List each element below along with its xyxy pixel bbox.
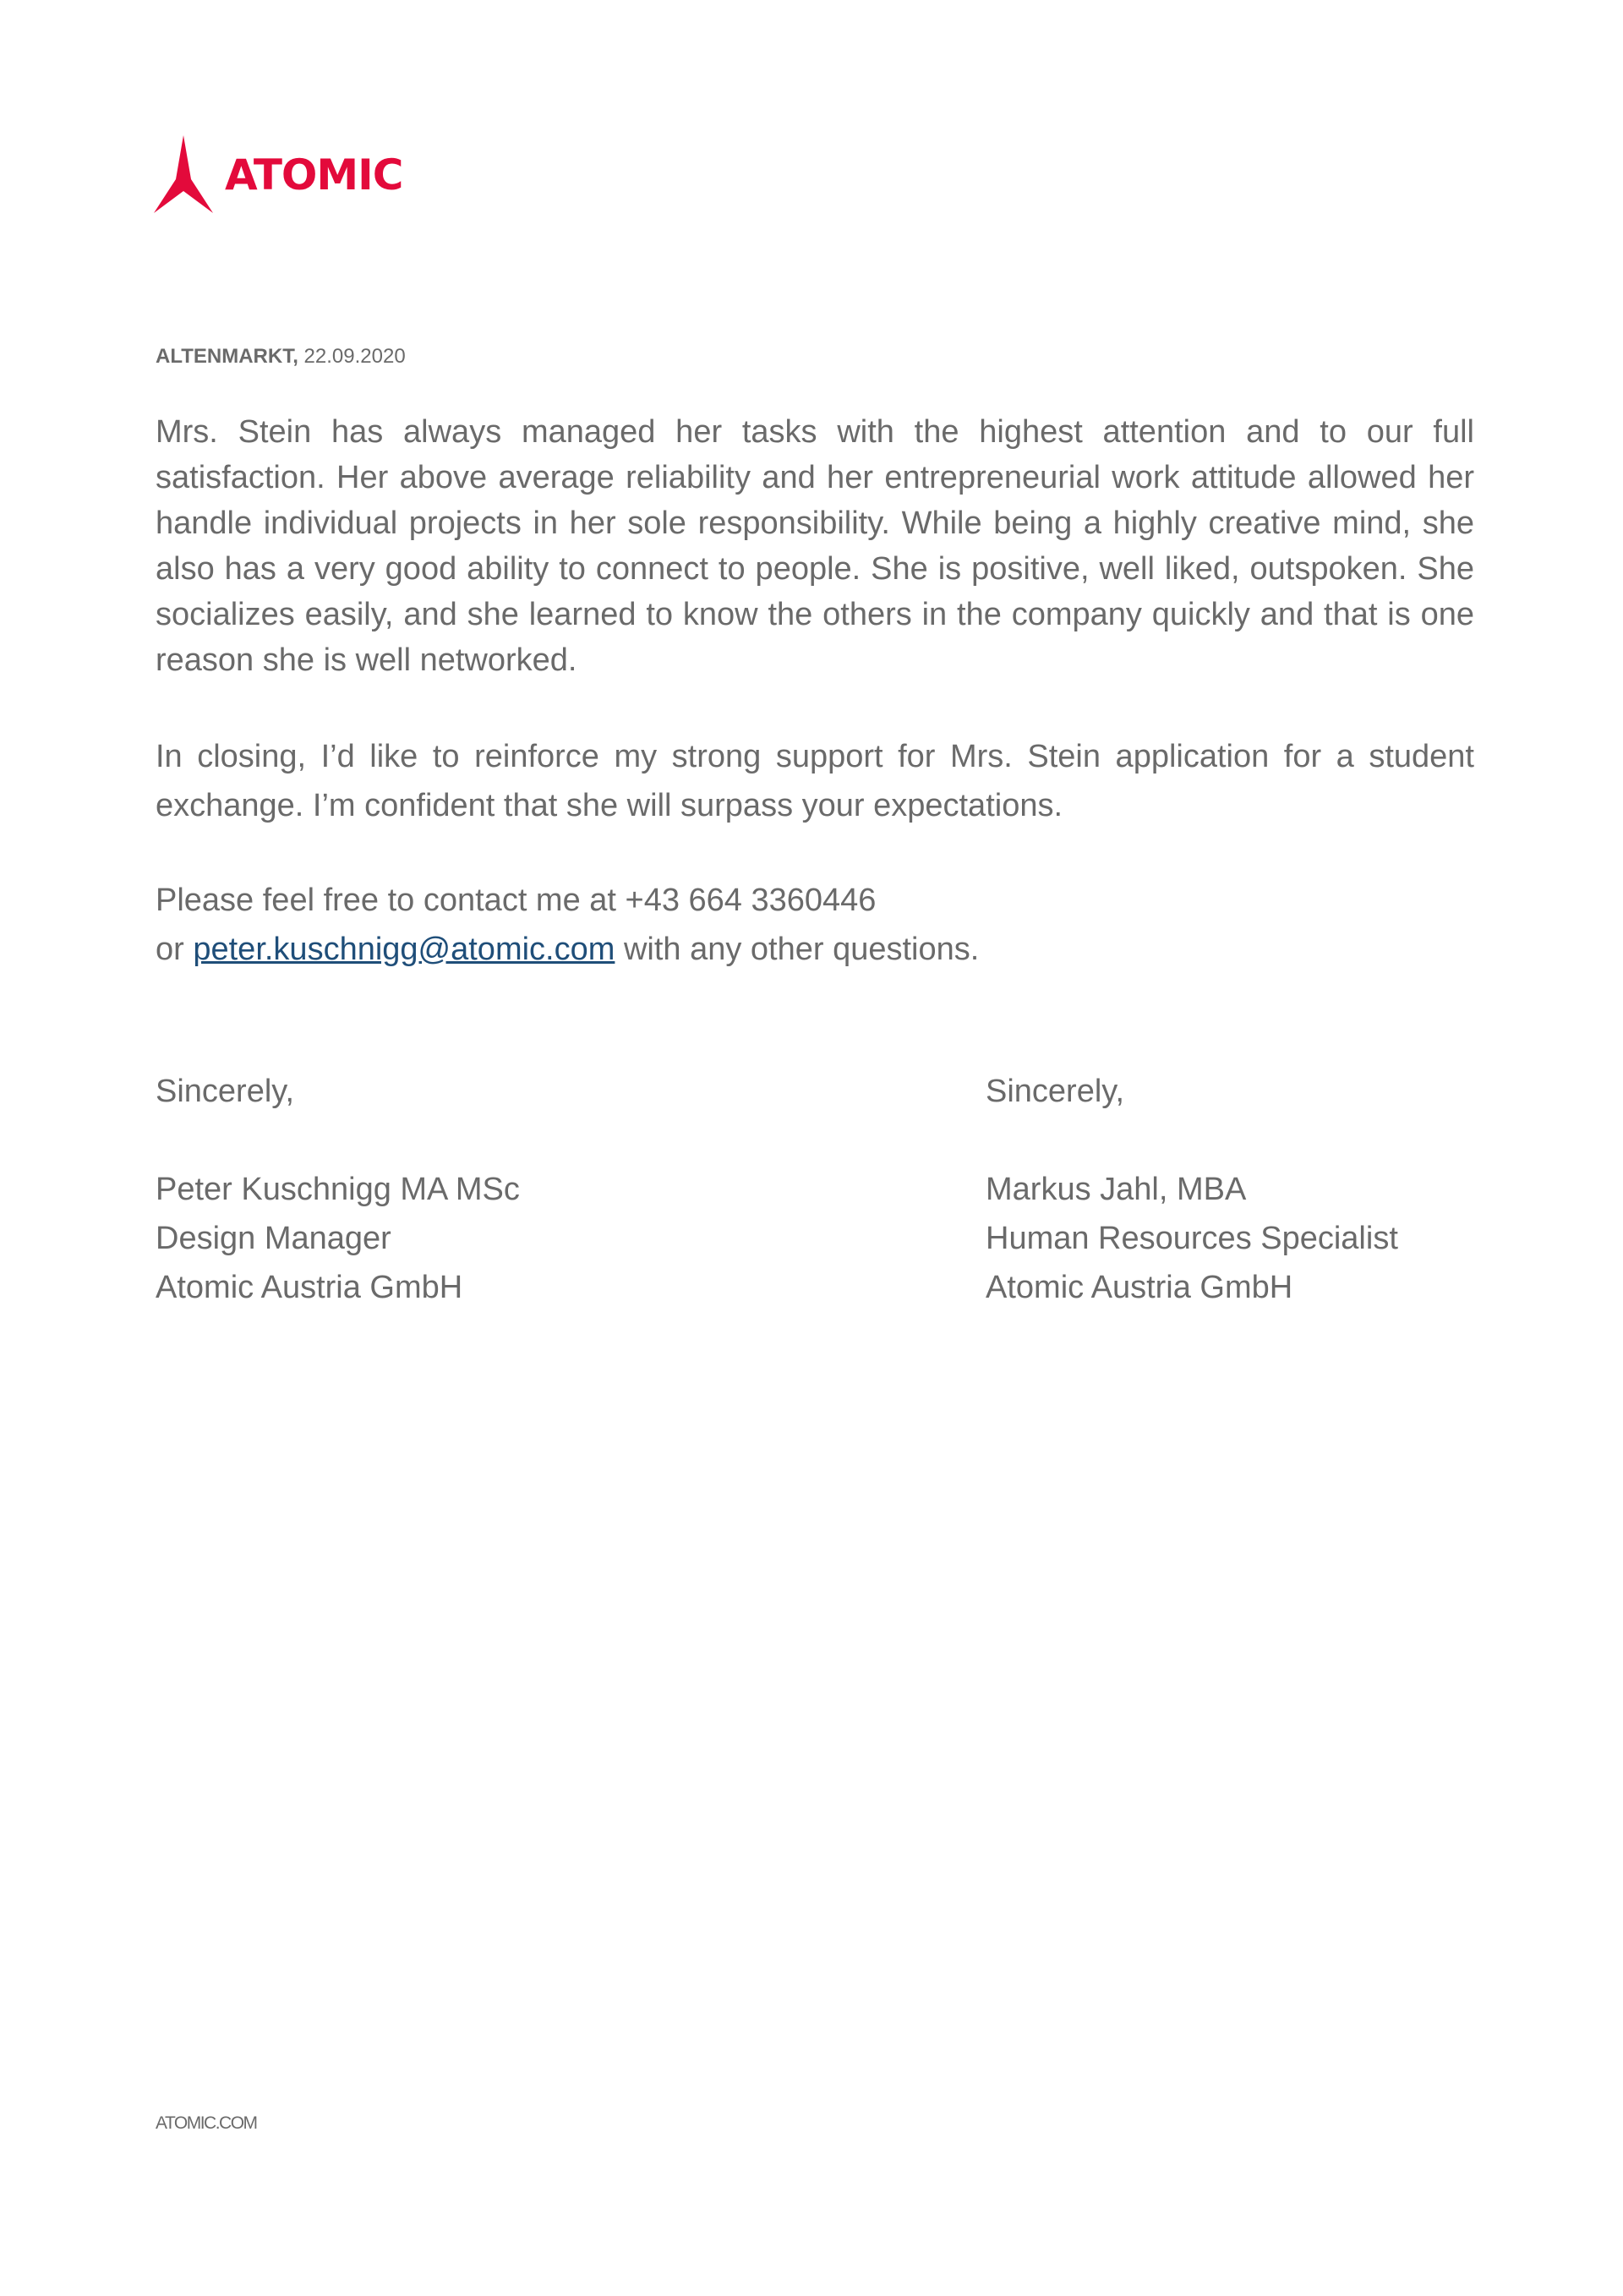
signature-title: Human Resources Specialist [986,1221,1398,1256]
atomic-logo [154,135,402,213]
atomic-logo-icon [154,135,213,213]
dateline-place: ALTENMARKT, [156,345,298,368]
signature-name: Peter Kuschnigg MA MSc [156,1172,520,1207]
dateline-date: 22.09.2020 [303,345,406,368]
signature-company: Atomic Austria GmbH [156,1270,463,1305]
contact-email-link[interactable]: peter.kuschnigg@atomic.com [193,932,615,967]
contact-email-line [156,925,1474,974]
dateline [156,345,406,369]
signature-company: Atomic Austria GmbH [986,1270,1293,1305]
letter-paragraph-2: In closing, I’d like to reinforce my strong support for Mrs. Stein application for a student exchange. I’m confident that she will surpass your expectations. [156,739,1474,823]
contact-suffix: with any other questions. [623,932,980,967]
footer-website: ATOMIC.COM [156,2113,257,2133]
signature-title: Design Manager [156,1221,391,1256]
brand-name: ATOMIC [225,150,403,200]
contact-paragraph [156,876,1474,974]
signature-name: Markus Jahl, MBA [986,1172,1247,1207]
signature-closing: Sincerely, [156,1074,295,1109]
signature-block-right [986,1067,1398,1312]
contact-phone-line: Please feel free to contact me at +43 664 3360446 [156,883,877,918]
contact-prefix: or [156,932,184,967]
signature-closing: Sincerely, [986,1074,1125,1109]
signature-block-left [156,1067,520,1312]
letter-paragraph-1: Mrs. Stein has always managed her tasks with the highest attention and to our full satisfaction. Her above average reliability and her entrepreneurial work attitude allowed her handle individual projects in her sole responsibility. While being a highly creative mind, she also has a very good ability to connect to people. She is positive, well liked, outspoken. She socializes easily, and she learned to know the others in the company quickly and that is one reason she is well networked. [156,414,1474,678]
